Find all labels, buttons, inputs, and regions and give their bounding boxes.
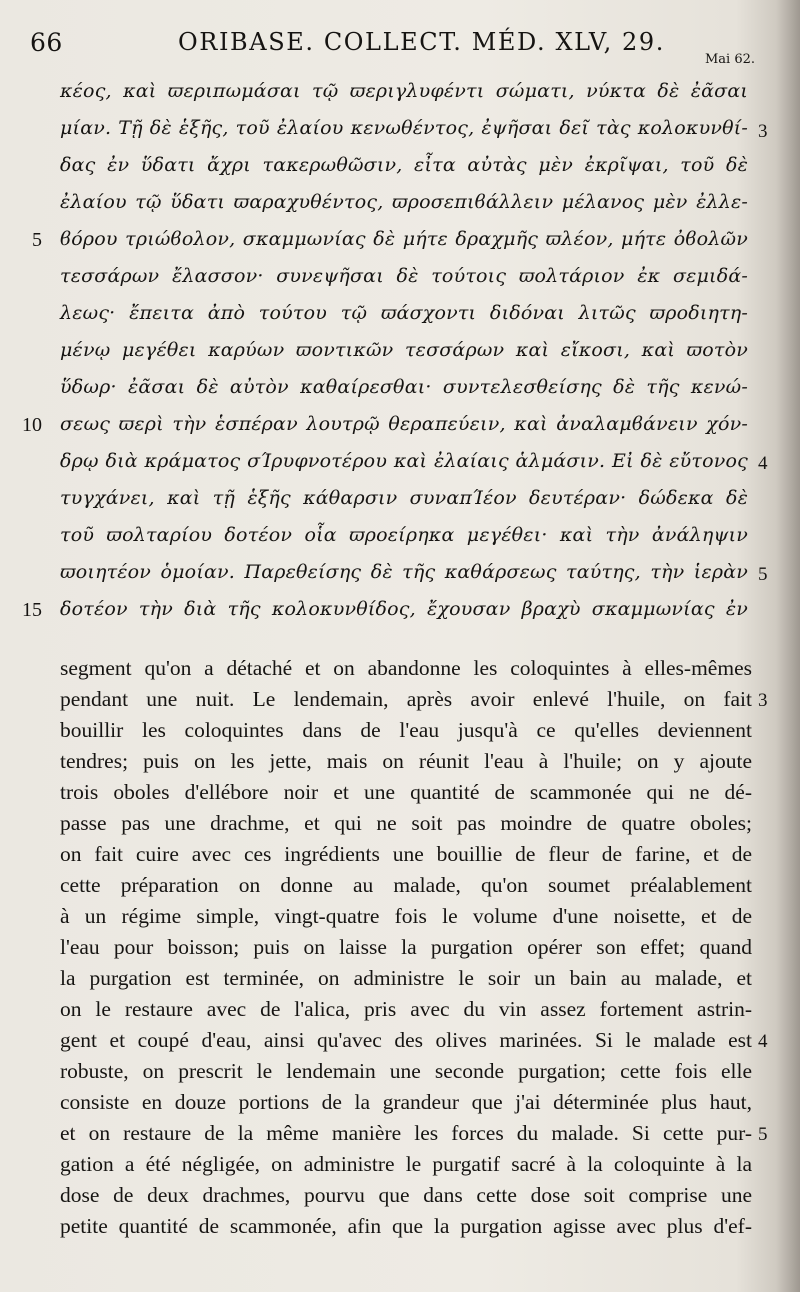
line-number: 5 <box>32 229 42 251</box>
french-line: gent et coupé d'eau, ainsi qu'avec des olives marinées. Si le malade est <box>60 1028 752 1052</box>
greek-line: σεως ϖερὶ τὴν ἑσπέραν λουτρῷ θεραπεύειν, καὶ ἀναλαμϐάνειν χόν- <box>60 413 748 435</box>
margin-number: 3 <box>758 690 768 711</box>
french-line: dose de deux drachmes, pourvu que dans cette dose soit comprise une <box>60 1183 752 1207</box>
french-line: trois oboles d'ellébore noir et une quantité de scammonée qui ne dé- <box>60 780 752 804</box>
french-line: segment qu'on a détaché et on abandonne les coloquintes à elles-mêmes <box>60 656 752 680</box>
french-line: la purgation est terminée, on administre le soir un bain au malade, et <box>60 966 752 990</box>
greek-line: ϖοιητέον ὁμοίαν. Παρεθείσης δὲ τῆς καθάρσεως ταύτης, τὴν ἱερὰν <box>60 561 748 583</box>
french-line: cette préparation on donne au malade, qu'on soumet préalablement <box>60 873 752 897</box>
page-number: 66 <box>30 28 63 57</box>
margin-number: 5 <box>758 1124 768 1145</box>
french-line: robuste, on prescrit le lendemain une seconde purgation; cette fois elle <box>60 1059 752 1083</box>
greek-line: δρῳ διὰ κράματος σΊρυφνοτέρου καὶ ἐλαίαις ἁλμάσιν. Εἰ δὲ εὔτονος <box>60 450 748 472</box>
greek-line: ϐόρου τριώϐολον, σκαμμωνίας δὲ μήτε δραχμῆς ϖλέον, μήτε ὀϐολῶν <box>60 228 748 250</box>
french-line: on le restaure avec de l'alica, pris avec du vin assez fortement astrin- <box>60 997 752 1021</box>
margin-number: 3 <box>758 121 768 142</box>
greek-line: τυγχάνει, καὶ τῇ ἑξῆς κάθαρσιν συναπΊέον δευτέραν· δώδεκα δὲ <box>60 487 748 509</box>
french-line: on fait cuire avec ces ingrédients une bouillie de fleur de farine, et de <box>60 842 752 866</box>
french-line: petite quantité de scammonée, afin que la purgation agisse avec plus d'ef- <box>60 1214 752 1238</box>
greek-line: δοτέον τὴν διὰ τῆς κολοκυνθίδος, ἔχουσαν βραχὺ σκαμμωνίας ἐν <box>60 598 748 620</box>
greek-line: τοῦ ϖολταρίου δοτέον οἷα ϖροείρηκα μεγέθει· καὶ τὴν ἀνάληψιν <box>60 524 748 546</box>
greek-line: μένῳ μεγέθει καρύων ϖοντικῶν τεσσάρων καὶ εἴκοσι, καὶ ϖοτὸν <box>60 339 748 361</box>
greek-line: ὕδωρ· ἐᾶσαι δὲ αὐτὸν καθαίρεσθαι· συντελεσθείσης δὲ τῆς κενώ- <box>60 376 748 398</box>
french-line: bouillir les coloquintes dans de l'eau jusqu'à ce qu'elles deviennent <box>60 718 752 742</box>
greek-line: ἐλαίου τῷ ὕδατι ϖαραχυθέντος, ϖροσεπιϐάλλειν μέλανος μὲν ἐλλε- <box>60 191 748 213</box>
greek-line: λεως· ἔπειτα ἀπὸ τούτου τῷ ϖάσχοντι διδόναι λιτῶς ϖροδιητη- <box>60 302 748 324</box>
french-line: passe pas une drachme, et qui ne soit pas moindre de quatre oboles; <box>60 811 752 835</box>
running-head: ORIBASE. COLLECT. MÉD. XLV, 29. <box>178 28 666 56</box>
greek-line: κέος, καὶ ϖεριπωμάσαι τῷ ϖεριγλυφέντι σώματι, νύκτα δὲ ἐᾶσαι <box>60 80 748 102</box>
french-line: consiste en douze portions de la grandeur que j'ai déterminée plus haut, <box>60 1090 752 1114</box>
french-line: tendres; puis on les jette, mais on réunit l'eau à l'huile; on y ajoute <box>60 749 752 773</box>
margin-number: 5 <box>758 564 768 585</box>
french-line: gation a été négligée, on administre le purgatif sacré à la coloquinte à la <box>60 1152 752 1176</box>
french-line: à un régime simple, vingt-quatre fois le volume d'une noisette, et de <box>60 904 752 928</box>
french-line: l'eau pour boisson; puis on laisse la purgation opérer son effet; quand <box>60 935 752 959</box>
greek-line: τεσσάρων ἔλασσον· συνεψῆσαι δὲ τούτοις ϖολτάριον ἐκ σεμιδά- <box>60 265 748 287</box>
line-number: 10 <box>22 414 42 436</box>
french-line: et on restaure de la même manière les forces du malade. Si cette pur- <box>60 1121 752 1145</box>
margin-number: 4 <box>758 453 768 474</box>
margin-reference: Mai 62. <box>705 52 756 67</box>
margin-number: 4 <box>758 1031 768 1052</box>
line-number: 15 <box>22 599 42 621</box>
greek-line: δας ἐν ὕδατι ἄχρι τακερωθῶσιν, εἶτα αὐτὰς μὲν ἐκρῖψαι, τοῦ δὲ <box>60 154 748 176</box>
greek-line: μίαν. Τῇ δὲ ἑξῆς, τοῦ ἐλαίου κενωθέντος, ἐψῆσαι δεῖ τὰς κολοκυνθί- <box>60 117 748 139</box>
french-line: pendant une nuit. Le lendemain, après avoir enlevé l'huile, on fait <box>60 687 752 711</box>
